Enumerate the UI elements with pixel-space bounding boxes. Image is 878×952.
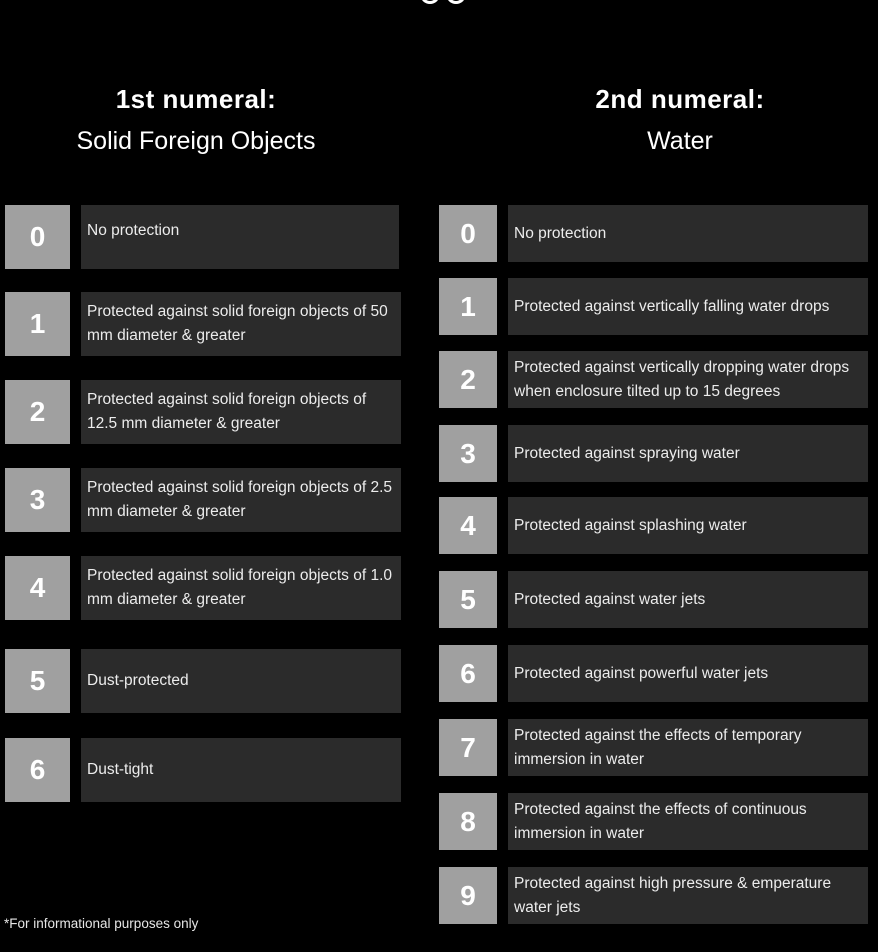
solid-row-0 — [5, 205, 401, 269]
solid-description: Protected against solid foreign objects of 2.5 mm diameter & greater — [81, 468, 401, 532]
water-numeral-box: 5 — [439, 571, 497, 628]
first-numeral-subtitle: Solid Foreign Objects — [76, 127, 316, 155]
water-numeral-box: 0 — [439, 205, 497, 262]
informational-footnote: *For informational purposes only — [4, 916, 199, 931]
solid-row-3 — [5, 468, 401, 532]
solid-numeral-box: 4 — [5, 556, 70, 620]
water-header — [440, 84, 878, 156]
solid-numeral-box: 5 — [5, 649, 70, 713]
water-description: Protected against the effects of temporary immersion in water — [508, 719, 868, 776]
solid-numeral-box: 6 — [5, 738, 70, 802]
water-row-8 — [439, 793, 868, 850]
solid-description: No protection — [81, 205, 399, 269]
solid-objects-header — [0, 84, 392, 156]
water-numeral-box: 9 — [439, 867, 497, 924]
solid-row-6 — [5, 738, 401, 802]
water-row-6 — [439, 645, 868, 702]
solid-description: Dust-protected — [81, 649, 401, 713]
water-description: Protected against the effects of continuous immersion in water — [508, 793, 868, 850]
water-description: Protected against water jets — [508, 571, 868, 628]
solid-description: Protected against solid foreign objects of 12.5 mm diameter & greater — [81, 380, 401, 444]
solid-numeral-box: 2 — [5, 380, 70, 444]
water-numeral-box: 8 — [439, 793, 497, 850]
water-numeral-box: 4 — [439, 497, 497, 554]
water-description: Protected against powerful water jets — [508, 645, 868, 702]
water-numeral-box: 1 — [439, 278, 497, 335]
water-row-4 — [439, 497, 868, 554]
second-numeral-subtitle: Water — [647, 127, 713, 155]
water-description: Protected against vertically dropping water drops when enclosure tilted up to 15 degrees — [508, 351, 868, 408]
water-row-3 — [439, 425, 868, 482]
solid-description: Protected against solid foreign objects of 1.0 mm diameter & greater — [81, 556, 401, 620]
solid-description: Protected against solid foreign objects of 50 mm diameter & greater — [81, 292, 401, 356]
top-logo-fragment — [420, 0, 480, 6]
water-numeral-box: 6 — [439, 645, 497, 702]
solid-numeral-box: 1 — [5, 292, 70, 356]
water-row-0 — [439, 205, 868, 262]
first-numeral-title: 1st numeral: — [115, 84, 277, 114]
water-numeral-box: 2 — [439, 351, 497, 408]
water-description: Protected against vertically falling water drops — [508, 278, 868, 335]
water-description: Protected against high pressure & emperature water jets — [508, 867, 868, 924]
solid-numeral-box: 3 — [5, 468, 70, 532]
water-description: Protected against spraying water — [508, 425, 868, 482]
water-numeral-box: 3 — [439, 425, 497, 482]
water-row-7 — [439, 719, 868, 776]
water-description: Protected against splashing water — [508, 497, 868, 554]
water-row-9 — [439, 867, 868, 924]
water-numeral-box: 7 — [439, 719, 497, 776]
solid-description: Dust-tight — [81, 738, 401, 802]
solid-row-5 — [5, 649, 401, 713]
solid-row-1 — [5, 292, 401, 356]
water-row-1 — [439, 278, 868, 335]
water-row-5 — [439, 571, 868, 628]
solid-row-4 — [5, 556, 401, 620]
solid-numeral-box: 0 — [5, 205, 70, 269]
water-description: No protection — [508, 205, 868, 262]
second-numeral-title: 2nd numeral: — [595, 84, 765, 114]
water-row-2 — [439, 351, 868, 408]
solid-row-2 — [5, 380, 401, 444]
